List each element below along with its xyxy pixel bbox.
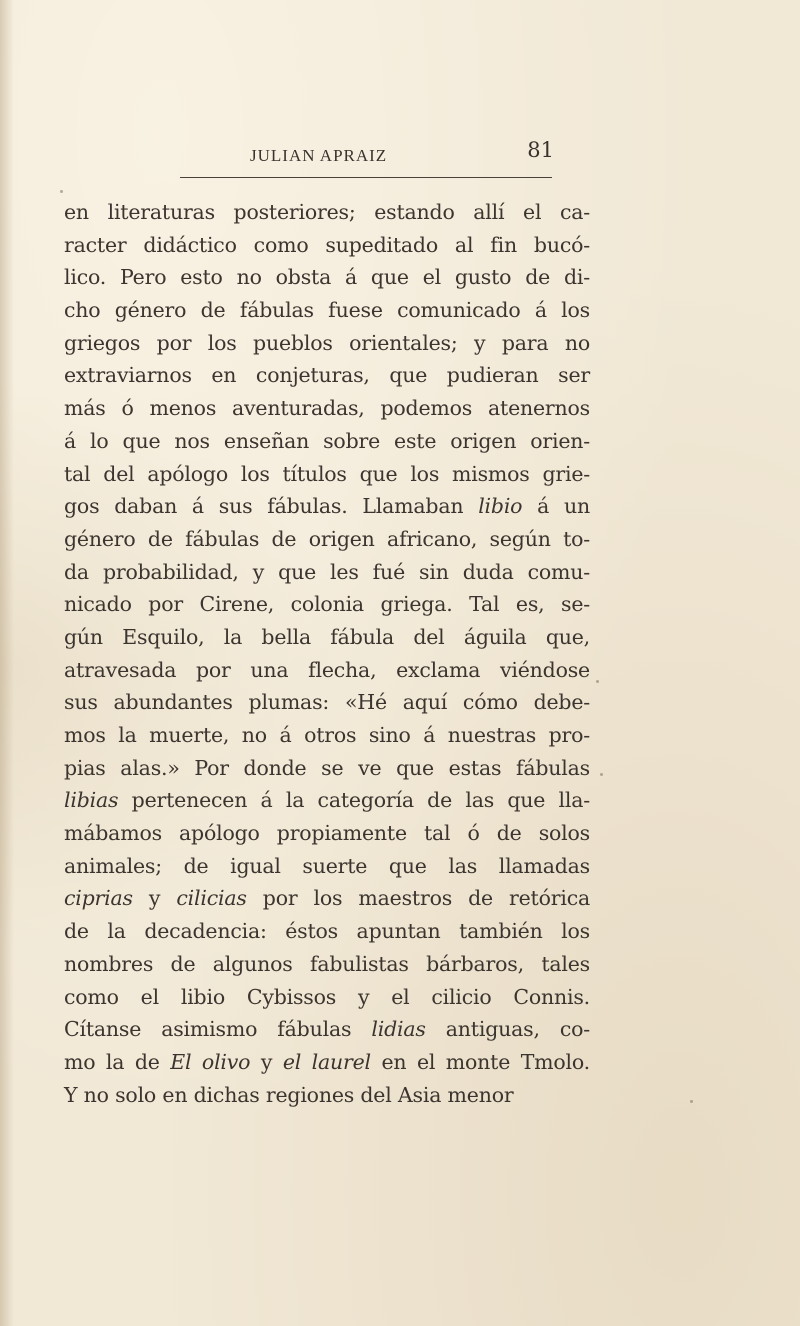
text-line: mábamos apólogo propiamente tal ó de solos [64,821,590,846]
text-line: Y no solo en dichas regiones del Asia menor [64,1082,514,1107]
text-segment: gos daban á sus fábulas. Llamaban [64,494,479,519]
paper-speck [60,190,63,193]
italic-term-ciprias: ciprias [64,886,133,911]
paper-speck [600,773,603,776]
text-segment: antiguas, co- [425,1017,590,1042]
page-number: 81 [527,138,554,162]
text-line: da probabilidad, y que les fué sin duda comu- [64,559,590,584]
text-segment: y [132,886,177,911]
text-line: mos la muerte, no á otros sino á nuestras pro- [64,723,590,747]
paper-speck [690,1100,693,1103]
text-line: á lo que nos enseñan sobre este origen orien- [64,428,590,453]
text-line: de la decadencia: éstos apuntan también los [64,919,590,944]
text-line [64,882,590,915]
text-line: en literaturas posteriores; estando allí el ca- [64,200,590,224]
text-line: atravesada por una flecha, exclama viéndose [64,657,590,682]
running-head [178,138,554,170]
paper-speck [596,680,599,683]
text-line: sus abundantes plumas: «Hé aquí cómo debe- [64,690,590,715]
text-segment: á un [522,494,590,519]
text-segment: y [250,1049,283,1074]
text-line: lico. Pero esto no obsta á que el gusto de di- [64,265,590,290]
text-line [64,784,590,817]
italic-term-libias: libias [64,788,119,813]
italic-title-el-olivo: El olivo [170,1049,251,1074]
text-segment: por los maestros de retórica [246,886,590,911]
text-line: cho género de fábulas fuese comunicado á los [64,298,590,323]
text-line: tal del apólogo los títulos que los mismos grie- [64,461,590,486]
text-line: griegos por los pueblos orientales; y para no [64,330,590,355]
text-line [64,490,590,523]
text-segment: pertenecen á la categoría de las que lla- [118,788,590,813]
text-segment: en el monte Tmolo. [370,1049,590,1074]
text-line: más ó menos aventuradas, podemos atenernos [64,396,590,421]
text-line: nombres de algunos fabulistas bárbaros, tales [64,951,590,976]
text-line: animales; de igual suerte que las llamadas [64,853,590,878]
header-rule [180,177,552,178]
text-line: gún Esquilo, la bella fábula del águila que, [64,624,590,649]
italic-term-lidias: lidias [371,1017,426,1042]
text-line [64,1013,590,1046]
text-line: como el libio Cybissos y el cilicio Connis. [64,984,590,1009]
text-line: nicado por Cirene, colonia griega. Tal es, se- [64,592,590,617]
text-line: racter didáctico como supeditado al fin bucó- [64,232,590,257]
body-text [64,196,590,1111]
text-segment: Cítanse asimismo fábulas [64,1017,372,1042]
italic-term-libio: libio [478,494,523,519]
text-segment: mo la de [64,1049,171,1074]
text-line: pias alas.» Por donde se ve que estas fábulas [64,755,590,780]
text-line: extraviarnos en conjeturas, que pudieran ser [64,363,590,388]
italic-term-cilicias: cilicias [176,886,247,911]
text-line [64,1046,590,1079]
text-line: género de fábulas de origen africano, según to- [64,526,590,551]
italic-title-el-laurel: el laurel [282,1049,371,1074]
page-edge-shadow [0,0,14,1326]
running-head-author: JULIAN APRAIZ [250,146,388,165]
